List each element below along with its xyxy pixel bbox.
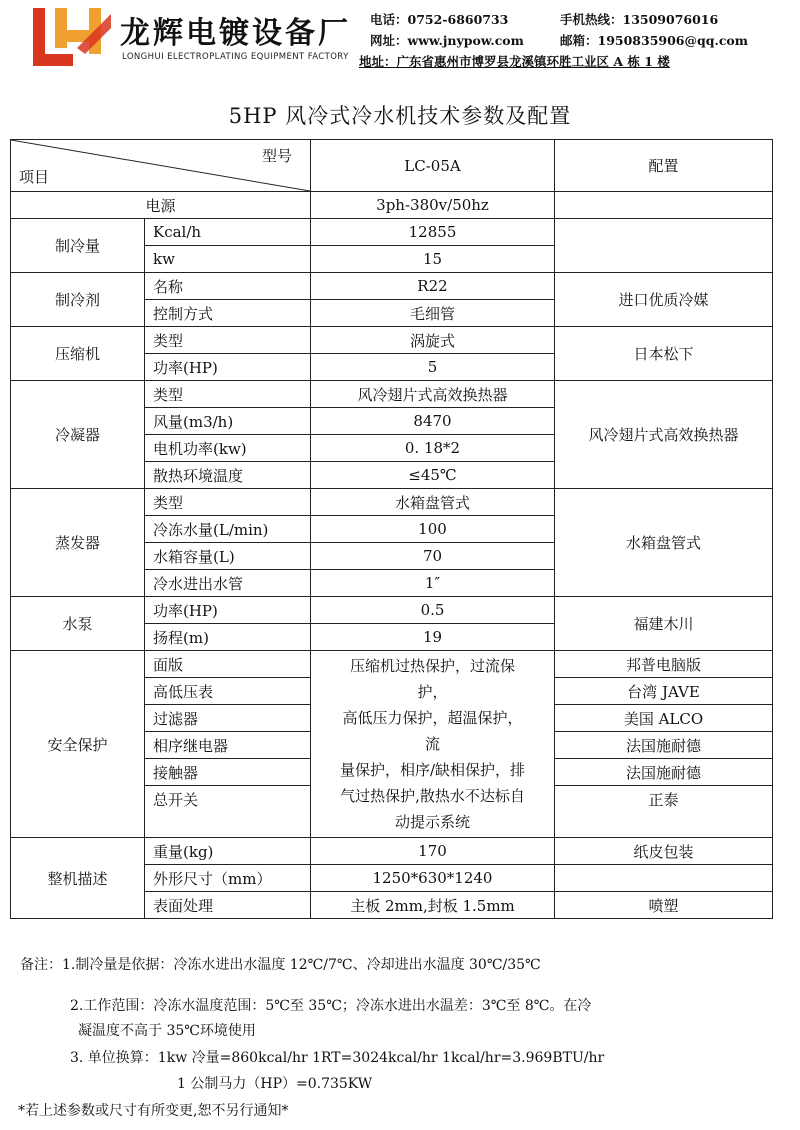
value-cell: 100 <box>311 516 555 543</box>
param-cell: 类型 <box>145 489 311 516</box>
phone-value: 0752-6860733 <box>407 12 509 27</box>
config-cell: 纸皮包装 <box>555 838 773 865</box>
safety-desc-line: 气过热保护,散热水不达标自 <box>340 787 525 805</box>
safety-desc-line: 动提示系统 <box>394 813 470 831</box>
param-cell: 电机功率(kw) <box>145 435 311 462</box>
param-cell: Kcal/h <box>145 219 311 246</box>
power-label: 电源 <box>11 192 311 219</box>
config-header: 配置 <box>555 140 773 192</box>
param-cell: 散热环境温度 <box>145 462 311 489</box>
document-title: 5HP 风冷式冷水机技术参数及配置 <box>228 104 572 128</box>
param-cell: 风量(m3/h) <box>145 408 311 435</box>
config-cell <box>555 865 773 892</box>
table-row <box>11 651 773 678</box>
machine-label: 整机描述 <box>11 838 145 919</box>
safety-desc-line: 压缩机过热保护，过流保 <box>349 657 515 675</box>
param-cell: 过滤器 <box>145 705 311 732</box>
note-unit-conversion: 3. 单位换算：1kw 冷量=860kcal/hr 1RT=3024kcal/hr 1kcal/hr=3.969BTU/hr <box>70 1050 605 1066</box>
value-cell: 5 <box>311 354 555 381</box>
phone-label: 电话： <box>370 12 408 27</box>
param-cell: 功率(HP) <box>145 597 311 624</box>
param-cell: 重量(kg) <box>145 838 311 865</box>
value-cell: 1250*630*1240 <box>311 865 555 892</box>
config-cell: 美国 ALCO <box>555 705 773 732</box>
website-label: 网址： <box>370 33 408 48</box>
param-cell: 名称 <box>145 273 311 300</box>
table-row <box>11 838 773 865</box>
param-cell: 冷冻水量(L/min) <box>145 516 311 543</box>
param-cell: 相序继电器 <box>145 732 311 759</box>
value-cell: 主板 2mm,封板 1.5mm <box>311 892 555 919</box>
config-cell: 喷塑 <box>555 892 773 919</box>
website-value: www.jnypow.com <box>407 33 524 48</box>
value-cell: 风冷翅片式高效换热器 <box>311 381 555 408</box>
corner-header-cell <box>11 140 311 192</box>
contact-address: 地址：广东省惠州市博罗县龙溪镇环胜工业区 A 栋 1 楼 <box>359 54 670 69</box>
param-cell: 总开关 <box>145 786 311 838</box>
param-cell: 功率(HP) <box>145 354 311 381</box>
value-cell: 15 <box>311 246 555 273</box>
table-row <box>11 597 773 624</box>
cooling-config <box>555 219 773 273</box>
condenser-config: 风冷翅片式高效换热器 <box>555 381 773 489</box>
contact-mobile <box>560 10 718 28</box>
value-cell: 涡旋式 <box>311 327 555 354</box>
param-cell: kw <box>145 246 311 273</box>
contact-website <box>370 31 524 49</box>
contact-email <box>560 31 748 49</box>
param-cell: 高低压表 <box>145 678 311 705</box>
param-cell: 接触器 <box>145 759 311 786</box>
email-label: 邮箱： <box>560 33 598 48</box>
value-cell: 70 <box>311 543 555 570</box>
table-row <box>11 192 773 219</box>
compressor-label: 压缩机 <box>11 327 145 381</box>
param-cell: 控制方式 <box>145 300 311 327</box>
param-cell: 冷水进出水管 <box>145 570 311 597</box>
value-cell: 8470 <box>311 408 555 435</box>
company-logo <box>33 8 111 66</box>
pump-config: 福建木川 <box>555 597 773 651</box>
param-cell: 表面处理 <box>145 892 311 919</box>
safety-description <box>311 651 555 838</box>
param-cell: 类型 <box>145 327 311 354</box>
value-cell: ≤45℃ <box>311 462 555 489</box>
param-cell: 水箱容量(L) <box>145 543 311 570</box>
corner-model-label: 型号 <box>261 147 292 165</box>
note-working-range-cont: 凝温度不高于 35℃环境使用 <box>78 1023 256 1039</box>
safety-label: 安全保护 <box>11 651 145 838</box>
pump-label: 水泵 <box>11 597 145 651</box>
safety-desc-line: 量保护，相序/缺相保护，排 <box>339 761 526 779</box>
refrigerant-config: 进口优质冷媒 <box>555 273 773 327</box>
company-name: 龙辉电镀设备厂 <box>120 16 351 51</box>
config-cell: 邦普电脑版 <box>555 651 773 678</box>
value-cell: 12855 <box>311 219 555 246</box>
table-header-row <box>11 140 773 192</box>
value-cell: 毛细管 <box>311 300 555 327</box>
value-cell: 1″ <box>311 570 555 597</box>
safety-desc-line: 流 <box>424 735 440 753</box>
table-row <box>11 219 773 246</box>
letterhead <box>0 0 800 72</box>
compressor-config: 日本松下 <box>555 327 773 381</box>
value-cell: 水箱盘管式 <box>311 489 555 516</box>
evaporator-label: 蒸发器 <box>11 489 145 597</box>
value-cell: 170 <box>311 838 555 865</box>
note-working-range: 2.工作范围：冷冻水温度范围：5℃至 35℃；冷冻水进出水温差：3℃至 8℃。在冷 <box>70 998 592 1014</box>
contact-phone <box>370 10 508 28</box>
note-unit-conversion-cont: 1 公制马力（HP）=0.735KW <box>177 1076 373 1092</box>
safety-desc-line: 护， <box>417 683 448 701</box>
config-cell: 正泰 <box>555 786 773 838</box>
condenser-label: 冷凝器 <box>11 381 145 489</box>
cooling-label: 制冷量 <box>11 219 145 273</box>
company-name-english: LONGHUI ELECTROPLATING EQUIPMENT FACTORY <box>122 52 349 62</box>
note-disclaimer: *若上述参数或尺寸有所变更,恕不另行通知* <box>18 1103 289 1119</box>
param-cell: 面版 <box>145 651 311 678</box>
table-row <box>11 381 773 408</box>
mobile-label: 手机热线： <box>560 12 623 27</box>
corner-item-label: 项目 <box>19 168 50 186</box>
note-cooling-basis: 备注：1.制冷量是依据：冷冻水进出水温度 12℃/7℃、冷却进出水温度 30℃/35℃ <box>20 957 541 973</box>
safety-desc-line: 高低压力保护，超温保护， <box>342 709 523 727</box>
value-cell: 0.5 <box>311 597 555 624</box>
param-cell: 扬程(m) <box>145 624 311 651</box>
value-cell: 19 <box>311 624 555 651</box>
config-cell: 法国施耐德 <box>555 759 773 786</box>
config-cell: 台湾 JAVE <box>555 678 773 705</box>
mobile-value: 13509076016 <box>622 12 719 27</box>
evaporator-config: 水箱盘管式 <box>555 489 773 597</box>
power-value: 3ph-380v/50hz <box>311 192 555 219</box>
config-cell: 法国施耐德 <box>555 732 773 759</box>
param-cell: 外形尺寸（mm） <box>145 865 311 892</box>
table-row <box>11 327 773 354</box>
spec-table <box>10 139 773 919</box>
model-header: LC-05A <box>311 140 555 192</box>
table-row <box>11 489 773 516</box>
refrigerant-label: 制冷剂 <box>11 273 145 327</box>
param-cell: 类型 <box>145 381 311 408</box>
value-cell: R22 <box>311 273 555 300</box>
power-config <box>555 192 773 219</box>
value-cell: 0. 18*2 <box>311 435 555 462</box>
table-row <box>11 273 773 300</box>
email-value: 1950835906@qq.com <box>597 33 748 48</box>
